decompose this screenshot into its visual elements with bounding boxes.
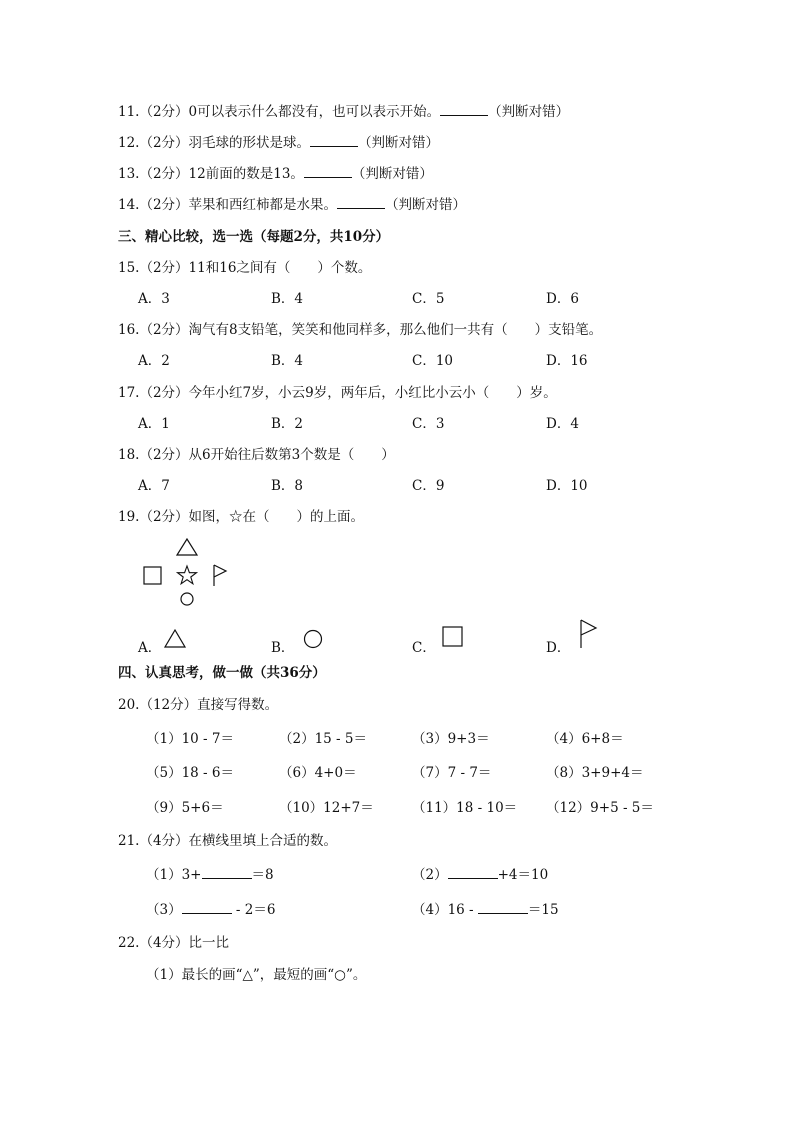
calc-item[interactable]: （10）12+7＝	[279, 800, 374, 816]
judge-hint: （判断对错）	[358, 135, 440, 151]
option-a[interactable]: A．1	[138, 416, 170, 432]
fill-suffix: ＝15	[527, 902, 559, 918]
question-17: 17.（2分）今年小红7岁，小云9岁，两年后，小红比小云小（ ）岁。	[118, 385, 557, 401]
judge-hint: （判断对错）	[385, 197, 467, 213]
option-b[interactable]: B．	[271, 640, 295, 656]
fill-suffix: +4＝10	[497, 867, 549, 883]
question-text: 11.（2分）0可以表示什么都没有，也可以表示开始。	[118, 104, 441, 120]
question-21: 21.（4分）在横线里填上合适的数。	[118, 833, 338, 849]
calc-item[interactable]: （5）18 - 6＝	[146, 765, 235, 781]
calc-item[interactable]: （9）5+6＝	[146, 800, 224, 816]
option-c[interactable]: C．3	[412, 416, 445, 432]
option-d[interactable]: D．	[546, 640, 571, 656]
question-11	[118, 103, 569, 121]
triangle-icon	[177, 539, 197, 555]
question-text: 14.（2分）苹果和西红柿都是水果。	[118, 197, 338, 213]
fill-prefix: （3）	[146, 902, 182, 918]
question-22-part-1: （1）最长的画“△”，最短的画“○”。	[146, 967, 367, 983]
star-icon	[178, 566, 197, 584]
fill-prefix: （4）16 -	[412, 902, 478, 918]
calc-item[interactable]: （6）4+0＝	[279, 765, 357, 781]
option-d[interactable]: D．10	[546, 478, 588, 494]
answer-blank[interactable]	[202, 866, 252, 879]
question-22: 22.（4分）比一比	[118, 935, 230, 951]
option-c[interactable]: C．9	[412, 478, 445, 494]
question-16: 16.（2分）淘气有8支铅笔，笑笑和他同样多，那么他们一共有（ ）支铅笔。	[118, 322, 603, 338]
calc-item[interactable]: （2）15 - 5＝	[279, 731, 368, 747]
answer-blank[interactable]	[304, 165, 352, 178]
option-a[interactable]: A．3	[138, 291, 170, 307]
option-b[interactable]: B．4	[271, 291, 304, 307]
option-c[interactable]: C．5	[412, 291, 445, 307]
option-d[interactable]: D．4	[546, 416, 579, 432]
square-icon	[441, 625, 465, 649]
question-text: 12.（2分）羽毛球的形状是球。	[118, 135, 311, 151]
question-text: 13.（2分）12前面的数是13。	[118, 166, 304, 182]
fill-prefix: （2）	[412, 867, 448, 883]
section-heading-4: 四、认真思考，做一做（共36分）	[118, 665, 326, 681]
question-20: 20.（12分）直接写得数。	[118, 697, 279, 713]
answer-blank[interactable]	[440, 103, 488, 116]
fill-suffix: - 2＝6	[231, 902, 276, 918]
calc-item[interactable]: （12）9+5 - 5＝	[546, 800, 654, 816]
calc-item[interactable]: （11）18 - 10＝	[412, 800, 518, 816]
fill-item-3	[146, 901, 275, 919]
question-13	[118, 165, 433, 183]
calc-item[interactable]: （1）10 - 7＝	[146, 731, 235, 747]
calc-item[interactable]: （3）9+3＝	[412, 731, 490, 747]
fill-suffix: ＝8	[251, 867, 274, 883]
fill-item-4	[412, 901, 559, 919]
flag-icon	[214, 565, 226, 586]
option-d[interactable]: D．6	[546, 291, 579, 307]
triangle-icon	[163, 628, 187, 650]
option-a[interactable]: A．7	[138, 478, 170, 494]
judge-hint: （判断对错）	[351, 166, 433, 182]
flag-icon	[577, 618, 603, 650]
circle-icon	[181, 593, 193, 605]
option-c[interactable]: C．	[412, 640, 436, 656]
calc-item[interactable]: （7）7 - 7＝	[412, 765, 492, 781]
judge-hint: （判断对错）	[488, 104, 570, 120]
option-b[interactable]: B．8	[271, 478, 304, 494]
option-d[interactable]: D．16	[546, 353, 588, 369]
option-c[interactable]: C．10	[412, 353, 454, 369]
question-14	[118, 196, 466, 214]
option-a[interactable]: A．	[138, 640, 162, 656]
square-icon	[144, 567, 161, 584]
option-a[interactable]: A．2	[138, 353, 170, 369]
answer-blank[interactable]	[182, 901, 232, 914]
calc-item[interactable]: （4）6+8＝	[546, 731, 624, 747]
question-18: 18.（2分）从6开始往后数第3个数是（ ）	[118, 447, 395, 463]
position-figure	[140, 536, 240, 611]
option-b[interactable]: B．4	[271, 353, 304, 369]
question-12	[118, 134, 439, 152]
fill-item-1	[146, 866, 274, 884]
question-19: 19.（2分）如图，☆在（ ）的上面。	[118, 509, 365, 525]
option-b[interactable]: B．2	[271, 416, 304, 432]
answer-blank[interactable]	[448, 866, 498, 879]
calc-item[interactable]: （8）3+9+4＝	[546, 765, 644, 781]
circle-icon	[301, 628, 325, 650]
fill-item-2	[412, 866, 548, 884]
answer-blank[interactable]	[337, 196, 385, 209]
fill-prefix: （1）3+	[146, 867, 202, 883]
section-heading-3: 三、精心比较，选一选（每题2分，共10分）	[118, 229, 390, 245]
question-15: 15.（2分）11和16之间有（ ）个数。	[118, 260, 372, 276]
answer-blank[interactable]	[310, 134, 358, 147]
answer-blank[interactable]	[478, 901, 528, 914]
